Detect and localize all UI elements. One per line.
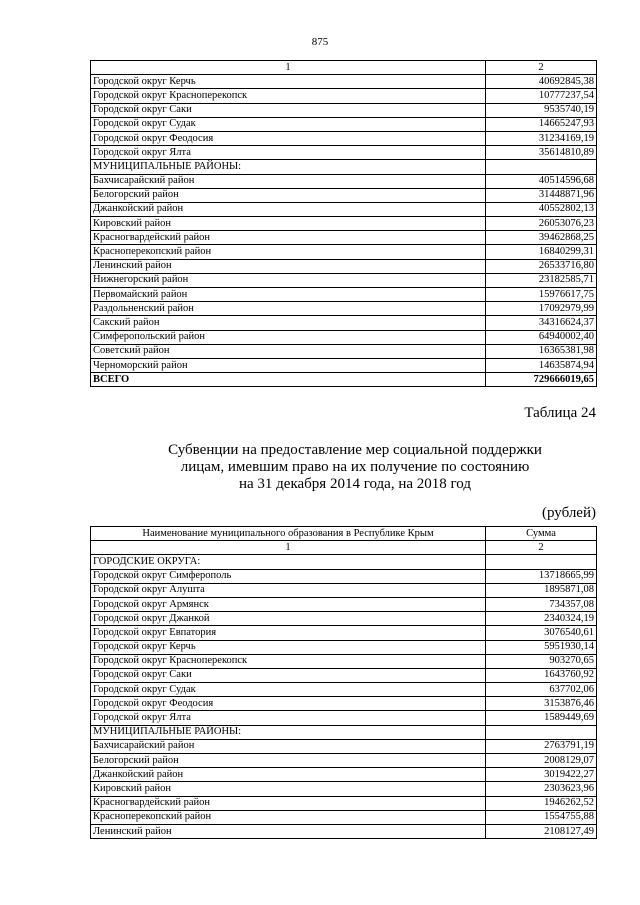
table-1-header-col2: 2 bbox=[486, 61, 597, 75]
table-title-line: на 31 декабря 2014 года, на 2018 год bbox=[238, 476, 472, 492]
column-header-name: Наименование муниципального образования в Республике Крым bbox=[91, 527, 486, 541]
table-row bbox=[91, 103, 597, 117]
table-row bbox=[91, 796, 597, 810]
row-name: Городской округ Алушта bbox=[91, 583, 486, 597]
row-name: Городской округ Армянск bbox=[91, 597, 486, 611]
row-value: 14635874,94 bbox=[486, 358, 597, 372]
row-name: Городской округ Саки bbox=[91, 668, 486, 682]
table-row bbox=[91, 231, 597, 245]
table-row bbox=[91, 654, 597, 668]
row-name: Городской округ Ялта bbox=[91, 146, 486, 160]
row-name: Городской округ Красноперекопск bbox=[91, 89, 486, 103]
table-row bbox=[91, 188, 597, 202]
row-name: Городской округ Феодосия bbox=[91, 131, 486, 145]
table-row bbox=[91, 259, 597, 273]
row-name: Городской округ Евпатория bbox=[91, 626, 486, 640]
table-row bbox=[91, 358, 597, 372]
table-2 bbox=[90, 526, 597, 839]
row-value: 903270,65 bbox=[486, 654, 597, 668]
table-row bbox=[91, 245, 597, 259]
row-name: Черноморский район bbox=[91, 358, 486, 372]
row-value: 40514596,68 bbox=[486, 174, 597, 188]
row-value: 40692845,38 bbox=[486, 75, 597, 89]
row-value: 2763791,19 bbox=[486, 739, 597, 753]
row-value: 34316624,37 bbox=[486, 316, 597, 330]
table-row bbox=[91, 569, 597, 583]
table-1 bbox=[90, 60, 597, 387]
table-row bbox=[91, 640, 597, 654]
table-row bbox=[91, 117, 597, 131]
table-row bbox=[91, 782, 597, 796]
row-value: 2008129,07 bbox=[486, 754, 597, 768]
row-value: 2108127,49 bbox=[486, 824, 597, 838]
row-name: Городской округ Судак bbox=[91, 117, 486, 131]
row-name: Первомайский район bbox=[91, 288, 486, 302]
row-name: Городской округ Симферополь bbox=[91, 569, 486, 583]
row-value: 1589449,69 bbox=[486, 711, 597, 725]
table-row bbox=[91, 768, 597, 782]
row-name: Красноперекопский район bbox=[91, 245, 486, 259]
row-value: 3076540,61 bbox=[486, 626, 597, 640]
row-value: 2340324,19 bbox=[486, 612, 597, 626]
row-value: 734357,08 bbox=[486, 597, 597, 611]
row-name: Красноперекопский район bbox=[91, 810, 486, 824]
row-name: Сакский район bbox=[91, 316, 486, 330]
table-2-header-row bbox=[91, 527, 597, 541]
row-value: 39462868,25 bbox=[486, 231, 597, 245]
table-1-header-row bbox=[91, 61, 597, 75]
row-value: 16365381,98 bbox=[486, 344, 597, 358]
row-value: 637702,06 bbox=[486, 683, 597, 697]
row-value: 31448871,96 bbox=[486, 188, 597, 202]
table-row bbox=[91, 810, 597, 824]
column-number-1: 1 bbox=[91, 541, 486, 555]
table-row bbox=[91, 330, 597, 344]
table-row bbox=[91, 583, 597, 597]
row-value: 35614810,89 bbox=[486, 146, 597, 160]
row-name: Белогорский район bbox=[91, 754, 486, 768]
row-value: 1895871,08 bbox=[486, 583, 597, 597]
row-value: 3019422,27 bbox=[486, 768, 597, 782]
row-name: Джанкойский район bbox=[91, 202, 486, 216]
row-name: Кировский район bbox=[91, 217, 486, 231]
row-value: 1643760,92 bbox=[486, 668, 597, 682]
page-number: 875 bbox=[311, 36, 329, 48]
table-row bbox=[91, 146, 597, 160]
table-row bbox=[91, 711, 597, 725]
table-row bbox=[91, 824, 597, 838]
table-row bbox=[91, 89, 597, 103]
row-name: Городской округ Красноперекопск bbox=[91, 654, 486, 668]
table-row bbox=[91, 174, 597, 188]
table-row bbox=[91, 754, 597, 768]
row-name: Джанкойский район bbox=[91, 768, 486, 782]
row-name: Городской округ Ялта bbox=[91, 711, 486, 725]
row-value: 5951930,14 bbox=[486, 640, 597, 654]
row-name: Белогорский район bbox=[91, 188, 486, 202]
row-name: Красногвардейский район bbox=[91, 231, 486, 245]
table-row bbox=[91, 302, 597, 316]
table-row bbox=[91, 626, 597, 640]
table-row bbox=[91, 344, 597, 358]
row-value: 14665247,93 bbox=[486, 117, 597, 131]
total-label: ВСЕГО bbox=[91, 373, 486, 387]
table-row bbox=[91, 597, 597, 611]
row-name: Городской округ Керчь bbox=[91, 640, 486, 654]
row-name: Бахчисарайский район bbox=[91, 739, 486, 753]
table-row bbox=[91, 202, 597, 216]
table-1-header-col1: 1 bbox=[91, 61, 486, 75]
total-value: 729666019,65 bbox=[486, 373, 597, 387]
row-name: ГОРОДСКИЕ ОКРУГА: bbox=[91, 555, 486, 569]
table-row bbox=[91, 555, 597, 569]
table-row bbox=[91, 131, 597, 145]
row-name: Ленинский район bbox=[91, 824, 486, 838]
row-name: Городской округ Керчь bbox=[91, 75, 486, 89]
table-label: Таблица 24 bbox=[524, 405, 596, 421]
row-name: МУНИЦИПАЛЬНЫЕ РАЙОНЫ: bbox=[91, 725, 486, 739]
row-value: 23182585,71 bbox=[486, 273, 597, 287]
column-number-2: 2 bbox=[486, 541, 597, 555]
table-row bbox=[91, 668, 597, 682]
row-name: Бахчисарайский район bbox=[91, 174, 486, 188]
row-value: 2303623,96 bbox=[486, 782, 597, 796]
table-row bbox=[91, 316, 597, 330]
units-label: (рублей) bbox=[541, 505, 596, 521]
row-value bbox=[486, 725, 597, 739]
table-2-number-row bbox=[91, 541, 597, 555]
table-1-total-row bbox=[91, 373, 597, 387]
table-row bbox=[91, 75, 597, 89]
row-value bbox=[486, 160, 597, 174]
row-value: 1946262,52 bbox=[486, 796, 597, 810]
row-value: 40552802,13 bbox=[486, 202, 597, 216]
table-row bbox=[91, 288, 597, 302]
row-name: Городской округ Феодосия bbox=[91, 697, 486, 711]
row-value: 10777237,54 bbox=[486, 89, 597, 103]
row-value: 64940002,40 bbox=[486, 330, 597, 344]
row-value: 15976617,75 bbox=[486, 288, 597, 302]
table-row bbox=[91, 273, 597, 287]
row-value: 16840299,31 bbox=[486, 245, 597, 259]
row-name: МУНИЦИПАЛЬНЫЕ РАЙОНЫ: bbox=[91, 160, 486, 174]
row-value: 1554755,88 bbox=[486, 810, 597, 824]
table-row bbox=[91, 725, 597, 739]
row-value: 26053076,23 bbox=[486, 217, 597, 231]
row-name: Городской округ Судак bbox=[91, 683, 486, 697]
row-name: Раздольненский район bbox=[91, 302, 486, 316]
table-title bbox=[140, 442, 570, 493]
table-row bbox=[91, 697, 597, 711]
row-name: Городской округ Джанкой bbox=[91, 612, 486, 626]
row-name: Ленинский район bbox=[91, 259, 486, 273]
table-row bbox=[91, 217, 597, 231]
row-value: 9535740,19 bbox=[486, 103, 597, 117]
table-title-line: Субвенции на предоставление мер социальной поддержки bbox=[168, 442, 542, 458]
row-name: Кировский район bbox=[91, 782, 486, 796]
row-name: Красногвардейский район bbox=[91, 796, 486, 810]
row-value: 26533716,80 bbox=[486, 259, 597, 273]
table-row bbox=[91, 739, 597, 753]
column-header-sum: Сумма bbox=[486, 527, 597, 541]
row-name: Симферопольский район bbox=[91, 330, 486, 344]
table-row bbox=[91, 683, 597, 697]
table-row bbox=[91, 612, 597, 626]
row-value: 13718665,99 bbox=[486, 569, 597, 583]
row-value: 31234169,19 bbox=[486, 131, 597, 145]
table-title-line: лицам, имевшим право на их получение по состоянию bbox=[180, 459, 530, 475]
table-row bbox=[91, 160, 597, 174]
row-value bbox=[486, 555, 597, 569]
row-name: Советский район bbox=[91, 344, 486, 358]
row-name: Городской округ Саки bbox=[91, 103, 486, 117]
row-value: 3153876,46 bbox=[486, 697, 597, 711]
row-value: 17092979,99 bbox=[486, 302, 597, 316]
row-name: Нижнегорский район bbox=[91, 273, 486, 287]
